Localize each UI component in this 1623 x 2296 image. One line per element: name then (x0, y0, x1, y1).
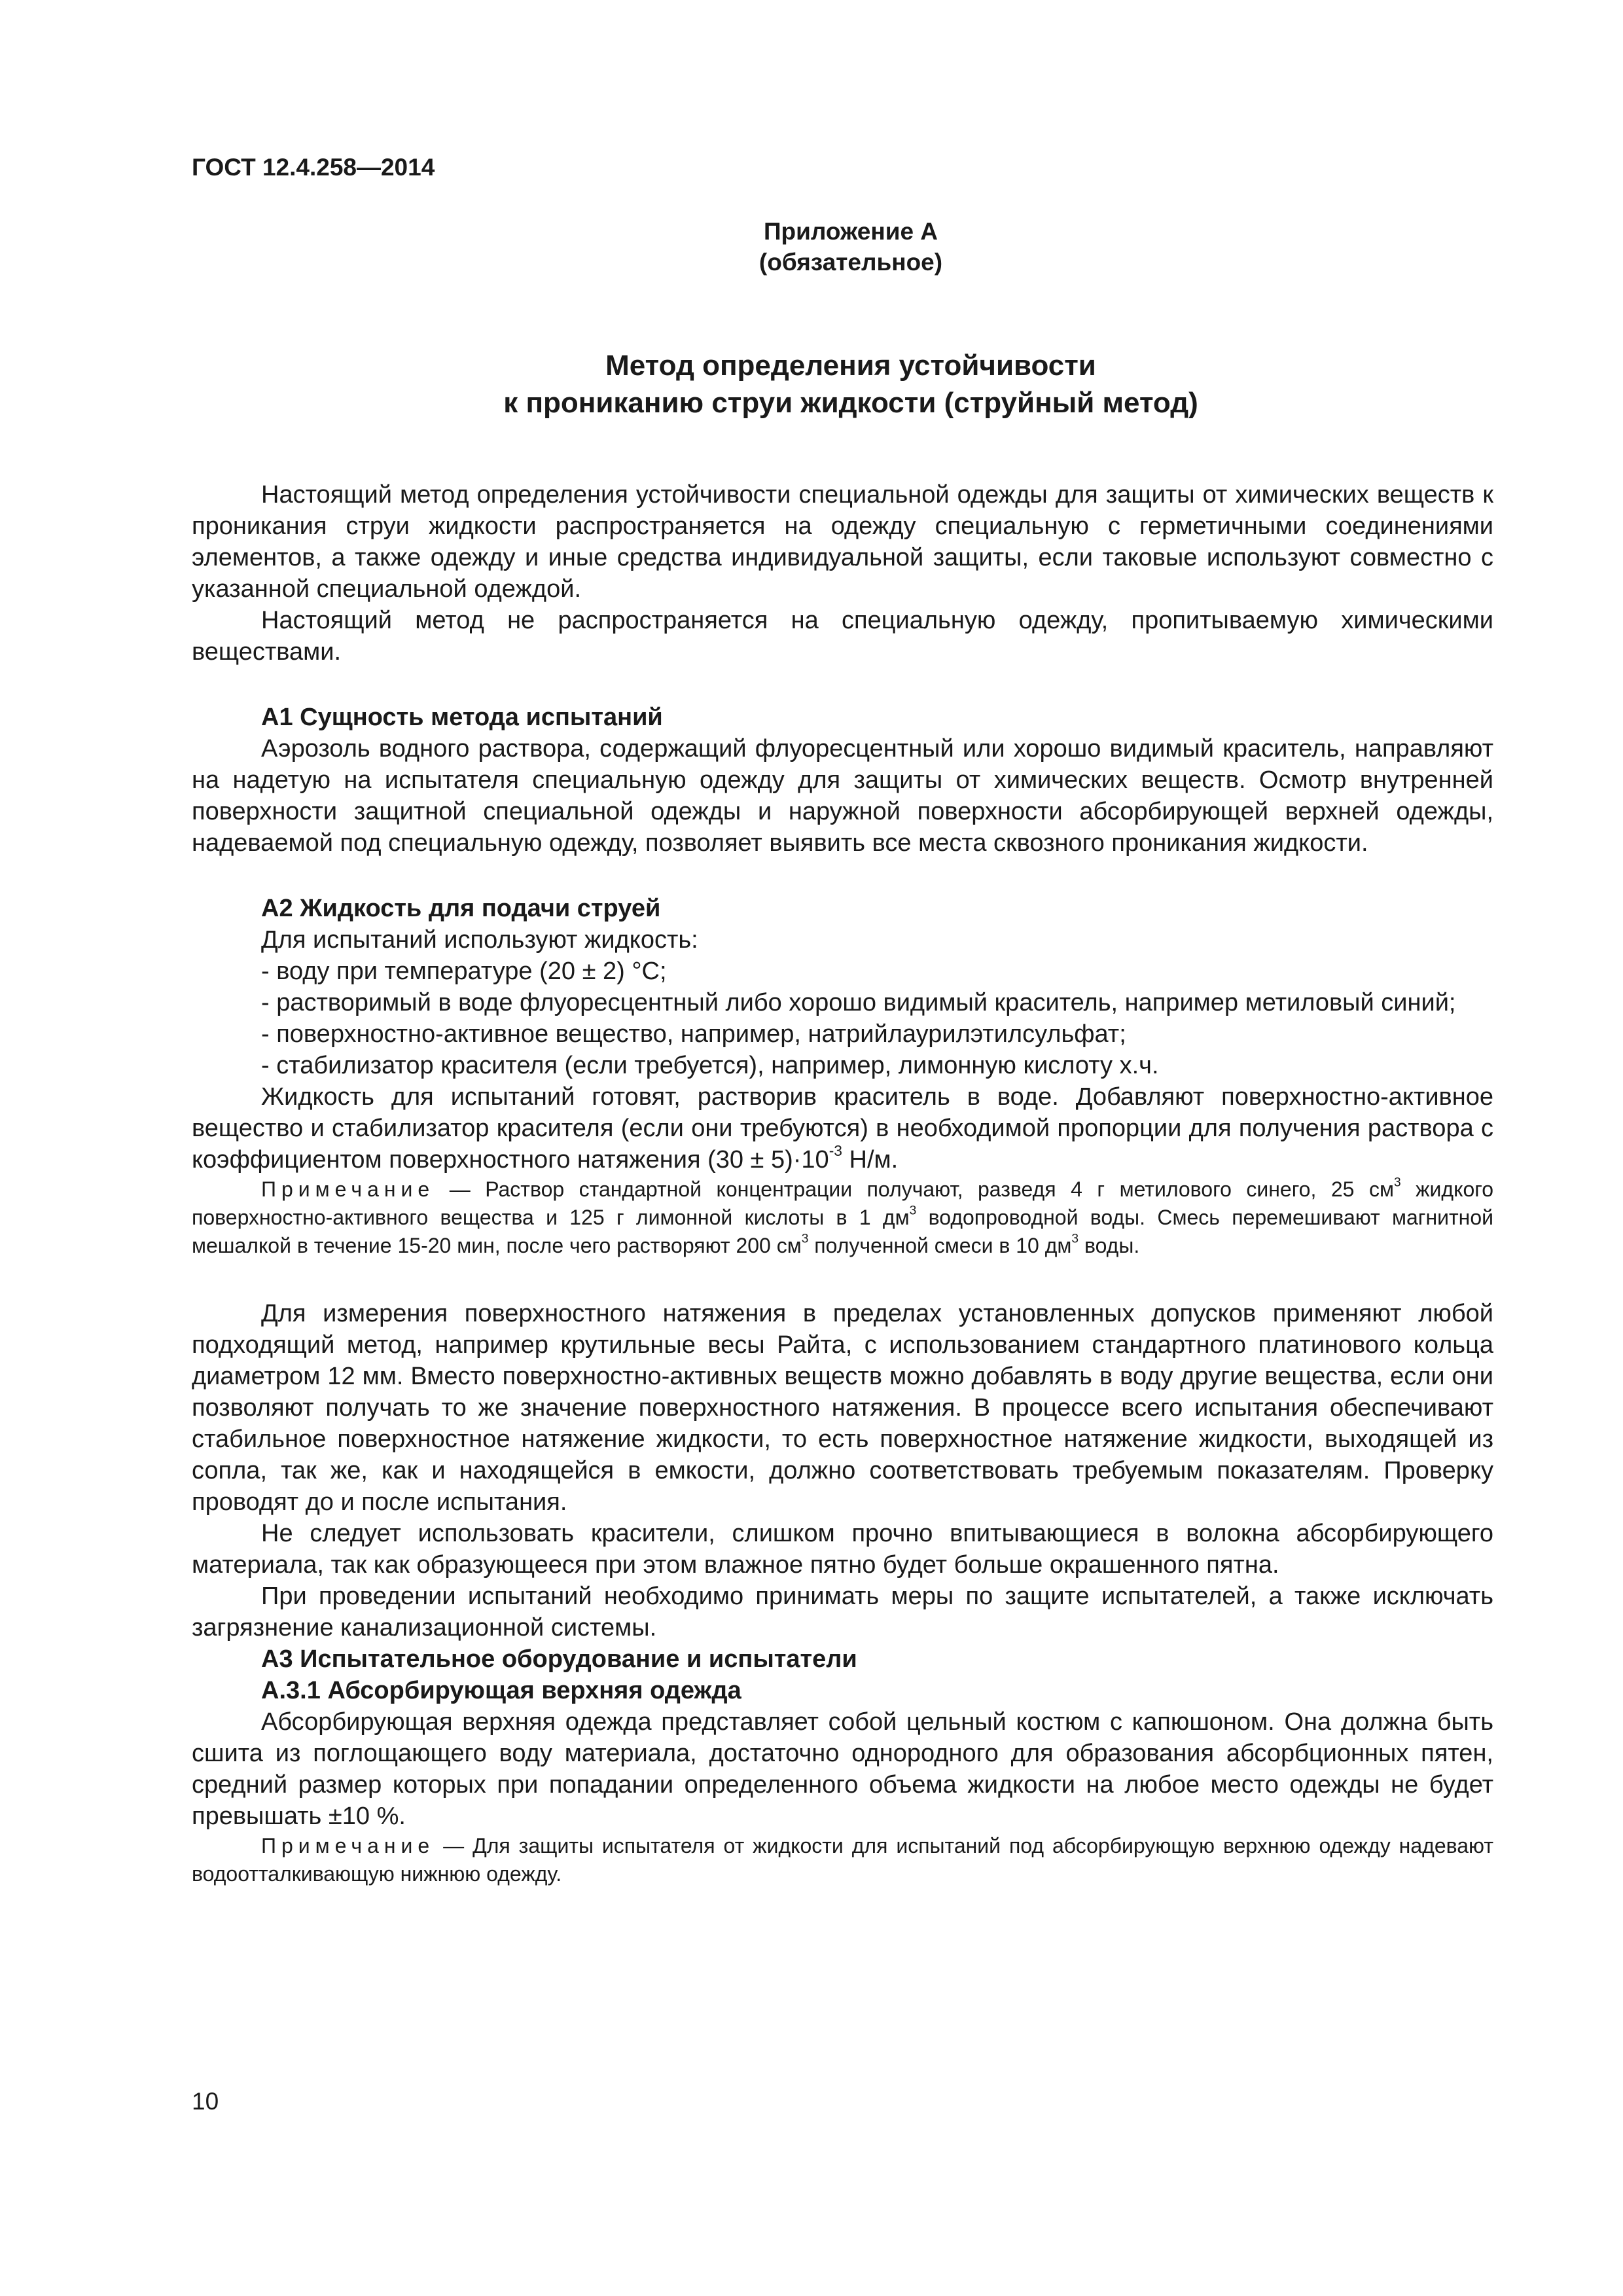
liquid-list-item: - воду при температуре (20 ± 2) °С; (261, 958, 667, 985)
section-a2-intro: Для испытаний используют жидкость: (261, 926, 698, 954)
preparation-exponent: -3 (829, 1141, 842, 1159)
method-title-line-2: к прониканию струи жидкости (струйный метод) (503, 387, 1198, 419)
liquid-list-item: - стабилизатор красителя (если требуется), например, лимонную кислоту х.ч. (261, 1052, 1159, 1079)
liquid-list-item: - растворимый в воде флуоресцентный либо хорошо видимый краситель, например метиловый синий; (261, 989, 1456, 1016)
preparation-text: Жидкость для испытаний готовят, растворив краситель в воде. Добавляют поверхностно-активное вещество и стабилизатор красителя (если они требуются) в необходимой пропорции для получения раствора с коэффициентом поверхностного натяжения (30 ± 5)·10 (192, 1083, 1493, 1174)
liquid-preparation-paragraph (192, 1081, 1493, 1175)
note-text: жидкого поверхностно-активного вещества и 125 г лимонной кислоты в 1 дм (192, 1177, 1494, 1229)
note-text: водопроводной воды. Смесь перемешивают магнитной мешалкой в течение 15-20 мин, после чего растворяют 200 см (192, 1206, 1494, 1257)
section-a31-text: Абсорбирующая верхняя одежда представляет собой цельный костюм с капюшоном. Она должна быть сшита из поглощающего воду материала, достаточно однородного для образования абсорбционных пятен, средний размер которых при попадании определенного объема жидкости на любое место одежды не будет превышать ±10 %. (192, 1708, 1493, 1830)
section-a1-text: Аэрозоль водного раствора, содержащий флуоресцентный или хорошо видимый краситель, направляют на надетую на испытателя специальную одежду для защиты от химических веществ. Осмотр внутренней поверхности защитной специальной одежды и наружной поверхности абсорбирующей верхней одежды, надеваемой под специальную одежду, позволяет выявить все места сквозного проникания жидкости. (192, 735, 1493, 857)
note-text: — Раствор стандартной концентрации получают, разведя 4 г метилового синего, 25 см (435, 1177, 1394, 1201)
solution-note (192, 1175, 1493, 1260)
surface-tension-paragraph: Для измерения поверхностного натяжения в пределах установленных допусков применяют любой подходящий метод, например крутильные весы Райта, с использованием стандартного платинового кольца диаметром 12 мм. Вместо поверхностно-активных веществ можно добавлять в воду другие вещества, если они позволяют получать то же значение поверхностного натяжения. В процессе всего испытания обеспечивают стабильное поверхностное натяжение жидкости, то есть поверхностное натяжение жидкости, выходящей из сопла, так же, как и находящейся в емкости, должно соответствовать требуемым показателям. Проверку проводят до и после испытания. (192, 1300, 1493, 1516)
note-text: полученной смеси в 10 дм (808, 1234, 1072, 1257)
superscript-3: 3 (909, 1204, 917, 1218)
page-number: 10 (192, 2088, 219, 2115)
protection-note (192, 1832, 1493, 1888)
intro-paragraph-2: Настоящий метод не распространяется на специальную одежду, пропитываемую химическими веществами. (192, 607, 1493, 666)
section-a1-heading: А1 Сущность метода испытаний (261, 704, 663, 731)
section-a3-heading: А3 Испытательное оборудование и испытатели (261, 1645, 857, 1673)
liquid-list-item: - поверхностно-активное вещество, например, натрийлаурилэтилсульфат; (261, 1020, 1126, 1048)
appendix-heading (393, 216, 1309, 278)
superscript-3: 3 (801, 1232, 809, 1246)
note-label: Примечание (261, 1834, 435, 1857)
intro-paragraph-1: Настоящий метод определения устойчивости специальной одежды для защиты от химических веществ к проникания струи жидкости распространяется на одежду специальную с герметичными соединениями элементов, а также одежду и иные средства индивидуальной защиты, если таковые используют совместно с указанной специальной одеждой. (192, 481, 1493, 603)
note-text: — Для защиты испытателя от жидкости для испытаний под абсорбирующую верхнюю одежду надевают водоотталкивающую нижнюю одежду. (192, 1834, 1493, 1886)
document-body (192, 479, 1493, 1888)
preparation-unit: Н/м. (842, 1146, 899, 1174)
section-a31-heading: А.3.1 Абсорбирующая верхняя одежда (261, 1677, 741, 1704)
superscript-3: 3 (1071, 1232, 1079, 1246)
appendix-label: Приложение А (763, 218, 938, 245)
safety-paragraph: При проведении испытаний необходимо принимать меры по защите испытателей, а также исключать загрязнение канализационной системы. (192, 1583, 1493, 1641)
dye-warning-paragraph: Не следует использовать красители, слишком прочно впитывающиеся в волокна абсорбирующего материала, так как образующееся при этом влажное пятно будет больше окрашенного пятна. (192, 1520, 1493, 1579)
note-text: воды. (1079, 1234, 1140, 1257)
method-title-line-1: Метод определения устойчивости (605, 350, 1096, 382)
method-title (288, 347, 1414, 422)
standard-code: ГОСТ 12.4.258—2014 (192, 154, 435, 181)
note-label: Примечание (261, 1177, 435, 1201)
section-a2-heading: А2 Жидкость для подачи струей (261, 895, 661, 922)
appendix-status: (обязательное) (758, 249, 943, 276)
superscript-3: 3 (1393, 1175, 1401, 1190)
